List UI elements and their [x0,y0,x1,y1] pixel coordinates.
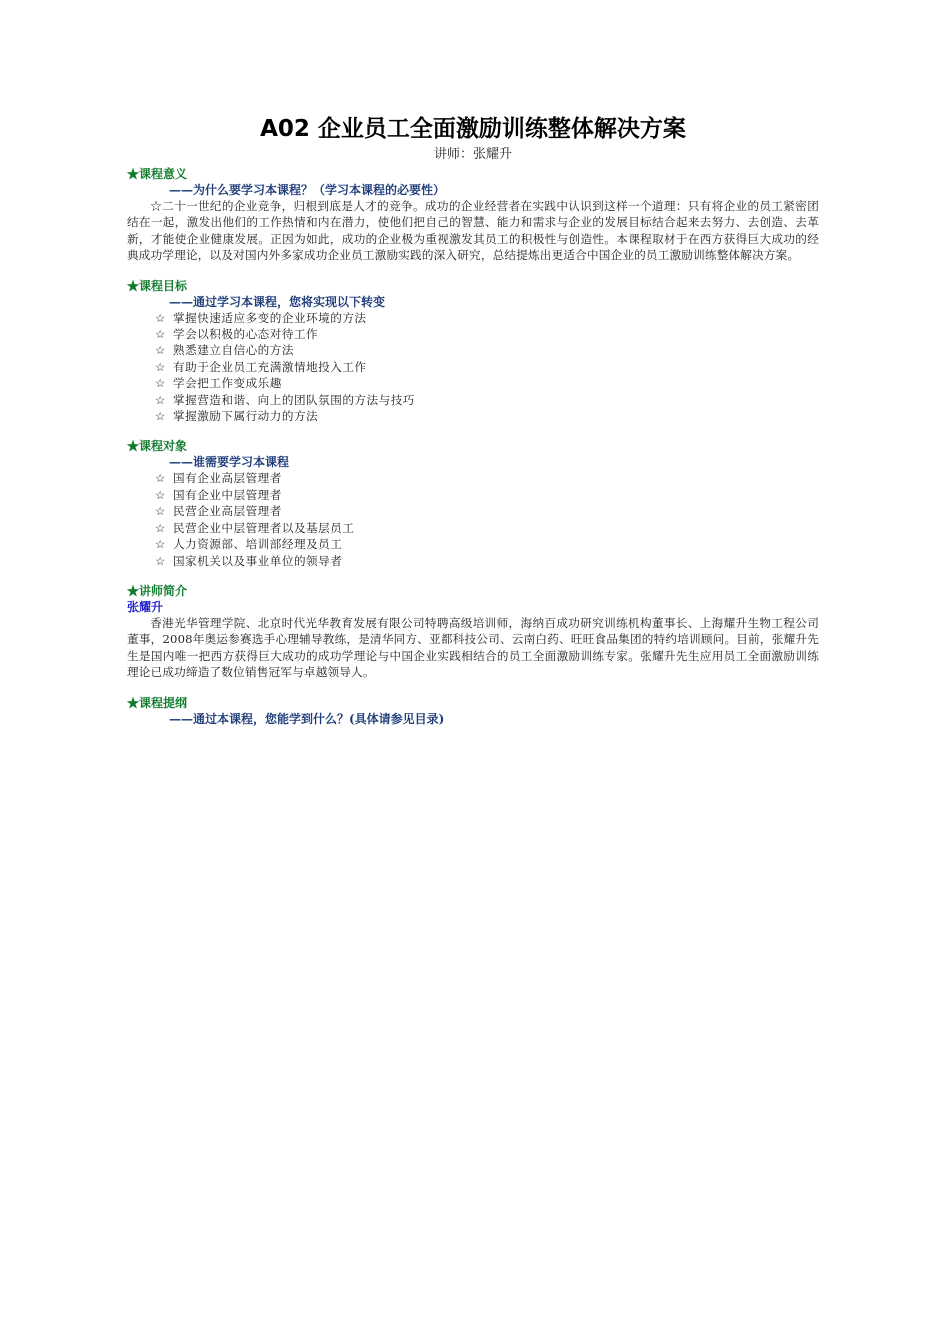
list-item-text: 民营企业高层管理者 [173,504,282,519]
hollow-star-icon: ☆ [155,409,166,424]
document-page [127,112,819,727]
list-item-text: 国有企业高层管理者 [173,471,282,486]
section-heading-goals: ★课程目标 [127,278,188,293]
hollow-star-icon: ☆ [155,504,166,519]
section-course-outline [127,695,819,727]
hollow-star-icon: ☆ [155,327,166,342]
meaning-paragraph: ☆二十一世纪的企业竞争，归根到底是人才的竞争。成功的企业经营者在实践中认识到这样一个道理：只有将企业的员工紧密团结在一起，激发出他们的工作热情和内在潜力，使他们把自己的智慧、能力和需求与企业的发展目标结合起来去努力、去创造、去革新，才能使企业健康发展。正因为如此，成功的企业极为重视激发其员工的积极性与创造性。本课程取材于在西方获得巨大成功的经典成功学理论，以及对国内外多家成功企业员工激励实践的深入研究，总结提炼出更适合中国企业的员工激励训练整体解决方案。 [127,199,819,263]
section-heading-meaning: ★课程意义 [127,167,188,181]
hollow-star-icon: ☆ [155,376,166,391]
list-item-text: 民营企业中层管理者以及基层员工 [173,520,355,535]
goals-list [127,310,819,425]
instructor-name: 张耀升 [127,599,164,614]
list-item-text: 学会以积极的心态对待工作 [173,327,319,342]
hollow-star-icon: ☆ [155,537,166,552]
hollow-star-icon: ☆ [155,310,166,325]
list-item [155,503,819,519]
list-item [155,520,819,536]
list-item-text: 掌握快速适应多变的企业环境的方法 [173,310,367,325]
list-item-text: 人力资源部、培训部经理及员工 [173,537,343,552]
list-item-text: 学会把工作变成乐趣 [173,376,282,391]
hollow-star-icon: ☆ [155,553,166,568]
subheading-goals: ——通过学习本课程，您将实现以下转变 [169,294,386,309]
section-instructor-intro [127,583,819,681]
list-item-text: 有助于企业员工充满激情地投入工作 [173,359,367,374]
list-item-text: 掌握营造和谐、向上的团队氛围的方法与技巧 [173,392,415,407]
list-item-text: 掌握激励下属行动力的方法 [173,409,319,424]
section-gap [127,424,819,438]
list-item [155,408,819,424]
subheading-outline: ——通过本课程，您能学到什么？(具体请参见目录) [169,711,445,726]
section-course-meaning [127,166,819,264]
hollow-star-icon: ☆ [155,471,166,486]
subheading-audience: ——谁需要学习本课程 [169,455,290,470]
hollow-star-icon: ☆ [155,392,166,407]
list-item [155,536,819,552]
list-item [155,392,819,408]
section-gap [127,681,819,695]
section-heading-instructor: ★讲师简介 [127,583,188,598]
section-course-audience [127,438,819,568]
list-item-text: 国家机关以及事业单位的领导者 [173,553,343,568]
section-gap [127,264,819,278]
hollow-star-icon: ☆ [155,359,166,374]
list-item [155,487,819,503]
document-title: A02 企业员工全面激励训练整体解决方案 [260,116,686,142]
audience-list [127,470,819,568]
lecturer-line: 讲师：张耀升 [433,147,512,162]
section-gap [127,569,819,583]
list-item-text: 熟悉建立自信心的方法 [173,343,294,358]
list-item [155,375,819,391]
instructor-paragraph: 香港光华管理学院、北京时代光华教育发展有限公司特聘高级培训师，海纳百成功研究训练机构董事长、上海耀升生物工程公司董事，2008年奥运参赛选手心理辅导教练，是清华同方、亚都科技公司、云南白药、旺旺食品集团的特约培训顾问。目前，张耀升先生是国内唯一把西方获得巨大成功的成功学理论与中国企业实践相结合的员工全面激励训练专家。张耀升先生应用员工全面激励训练理论已成功缔造了数位销售冠军与卓越领导人。 [127,615,819,680]
section-heading-outline: ★课程提纲 [127,695,188,710]
section-course-goals [127,278,819,425]
list-item [155,310,819,326]
list-item [155,553,819,569]
section-heading-audience: ★课程对象 [127,439,188,454]
hollow-star-icon: ☆ [155,520,166,535]
hollow-star-icon: ☆ [155,487,166,502]
list-item [155,359,819,375]
hollow-star-icon: ☆ [155,343,166,358]
list-item-text: 国有企业中层管理者 [173,487,282,502]
list-item [155,326,819,342]
subheading-meaning: ——为什么要学习本课程？（学习本课程的必要性） [169,183,446,197]
list-item [155,470,819,486]
list-item [155,342,819,358]
